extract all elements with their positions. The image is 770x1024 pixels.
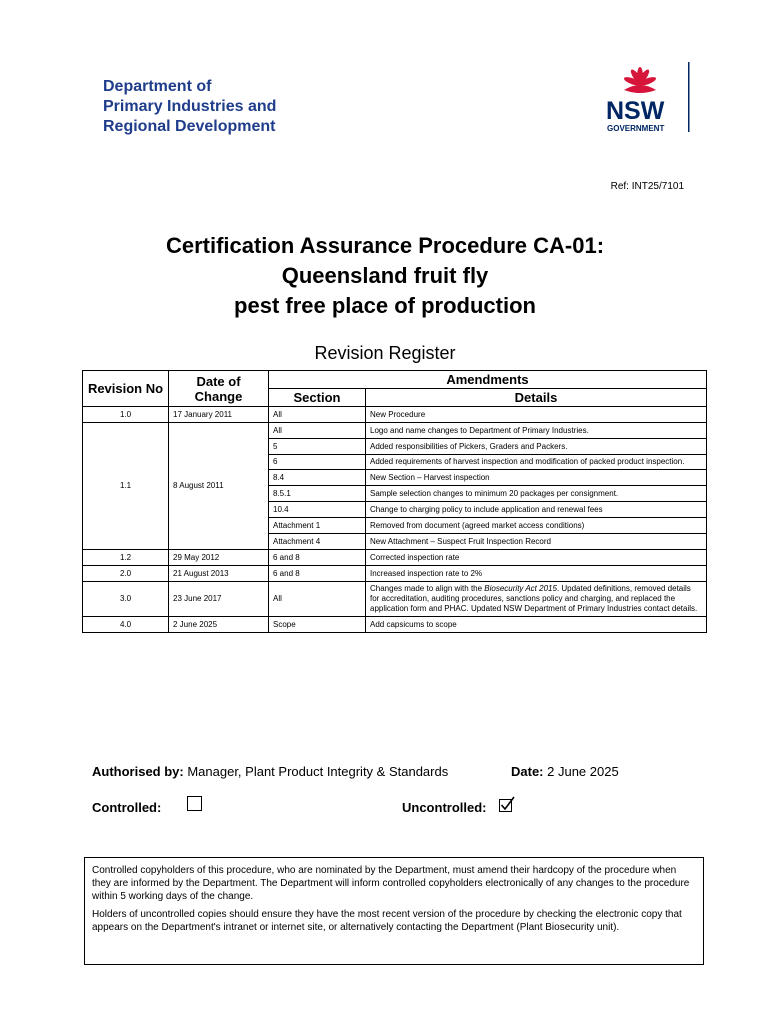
authorised-by-label: Authorised by: [92,764,184,779]
revision-cell: 1.2 [83,550,169,566]
copyholder-notice [84,857,704,965]
revision-cell: 1.1 [83,423,169,550]
reference-number: Ref: INT25/7101 [610,181,684,192]
col-amendments: Amendments [269,371,707,389]
section-cell: 10.4 [269,502,366,518]
date-cell: 29 May 2012 [169,550,269,566]
col-details: Details [366,389,707,407]
revision-register-heading: Revision Register [314,343,456,363]
dept-line-1: Department of [103,78,212,95]
section-cell: 6 [269,455,366,470]
details-cell: Added responsibilities of Pickers, Graders and Packers. [366,439,707,455]
checkmark-icon [502,797,515,809]
details-act-name: Biosecurity Act 2015 [484,584,557,593]
table-row [83,550,707,566]
section-cell: Attachment 1 [269,518,366,534]
section-cell: Attachment 4 [269,534,366,550]
uncontrolled-label: Uncontrolled: [402,800,487,815]
date-cell: 17 January 2011 [169,407,269,423]
dept-line-3: Regional Development [103,118,276,135]
details-cell: Increased inspection rate to 2% [366,566,707,582]
notice-paragraph-1: Controlled copyholders of this procedure, who are nominated by the Department, must amend their hardcopy of the procedure when they are informed by the Department. The Department will inform controlled copyholders electronically of any changes to the procedure within 5 working days of the change. [92,865,690,902]
dept-line-2: Primary Industries and [103,98,277,115]
logo-divider [688,62,690,132]
details-cell: Add capsicums to scope [366,617,707,633]
date-cell: 8 August 2011 [169,423,269,550]
section-cell: 5 [269,439,366,455]
waratah-icon [623,67,657,93]
title-line-2: Queensland fruit fly [281,263,489,288]
date-cell: 23 June 2017 [169,582,269,617]
details-cell: Corrected inspection rate [366,550,707,566]
department-name [103,77,276,137]
col-revision: Revision No [83,371,169,407]
col-date: Date of Change [169,371,269,407]
section-cell: Scope [269,617,366,633]
details-cell: Added requirements of harvest inspection and modification of packed product inspection. [366,455,707,470]
details-cell: New Section – Harvest inspection [366,470,707,486]
uncontrolled-checkbox[interactable] [499,796,515,812]
authorisation-date [511,764,619,779]
table-row [83,617,707,633]
notice-paragraph-2: Holders of uncontrolled copies should ensure they have the most recent version of the procedure by checking the electronic copy that appears on the Department's intranet or internet site, or alternatively contacting the Department (Plant Biosecurity unit). [92,909,682,933]
logo-subtext: GOVERNMENT [607,124,665,133]
authorised-by-value: Manager, Plant Product Integrity & Standards [183,764,449,779]
section-cell: 8.5.1 [269,486,366,502]
details-cell: Removed from document (agreed market access conditions) [366,518,707,534]
date-cell: 2 June 2025 [169,617,269,633]
logo-text: NSW [606,97,665,125]
page-title [0,231,770,321]
section-cell: 6 and 8 [269,550,366,566]
col-section: Section [269,389,366,407]
authorised-by [92,764,448,779]
date-label: Date: [511,764,544,779]
revision-cell: 3.0 [83,582,169,617]
details-cell: New Attachment – Suspect Fruit Inspection Record [366,534,707,550]
section-cell: 6 and 8 [269,566,366,582]
table-row [83,407,707,423]
details-cell: New Procedure [366,407,707,423]
section-cell: All [269,407,366,423]
details-cell: Sample selection changes to minimum 20 packages per consignment. [366,486,707,502]
controlled-checkbox[interactable] [187,796,202,811]
details-cell: Change to charging policy to include application and renewal fees [366,502,707,518]
revision-cell: 4.0 [83,617,169,633]
details-text: . Updated definitions, removed details for accreditation, auditing procedures, sanctions policy and charging, and replaced the application form and PHAC. Updated NSW Department of Primary Industries contact details. [370,584,698,613]
revision-cell: 1.0 [83,407,169,423]
table-row [83,423,707,439]
table-row [83,582,707,617]
section-cell: 8.4 [269,470,366,486]
revision-cell: 2.0 [83,566,169,582]
title-line-1: Certification Assurance Procedure CA-01: [165,233,605,258]
section-cell: All [269,423,366,439]
controlled-label: Controlled: [92,800,162,815]
details-cell: Logo and name changes to Department of Primary Industries. [366,423,707,439]
nsw-government-logo [602,56,694,136]
section-cell: All [269,582,366,617]
details-text: Changes made to align with the [370,584,485,593]
title-line-3: pest free place of production [234,293,536,318]
details-cell [366,582,707,617]
date-value: 2 June 2025 [543,764,619,779]
table-row [83,566,707,582]
revision-register-table [82,370,707,633]
date-cell: 21 August 2013 [169,566,269,582]
